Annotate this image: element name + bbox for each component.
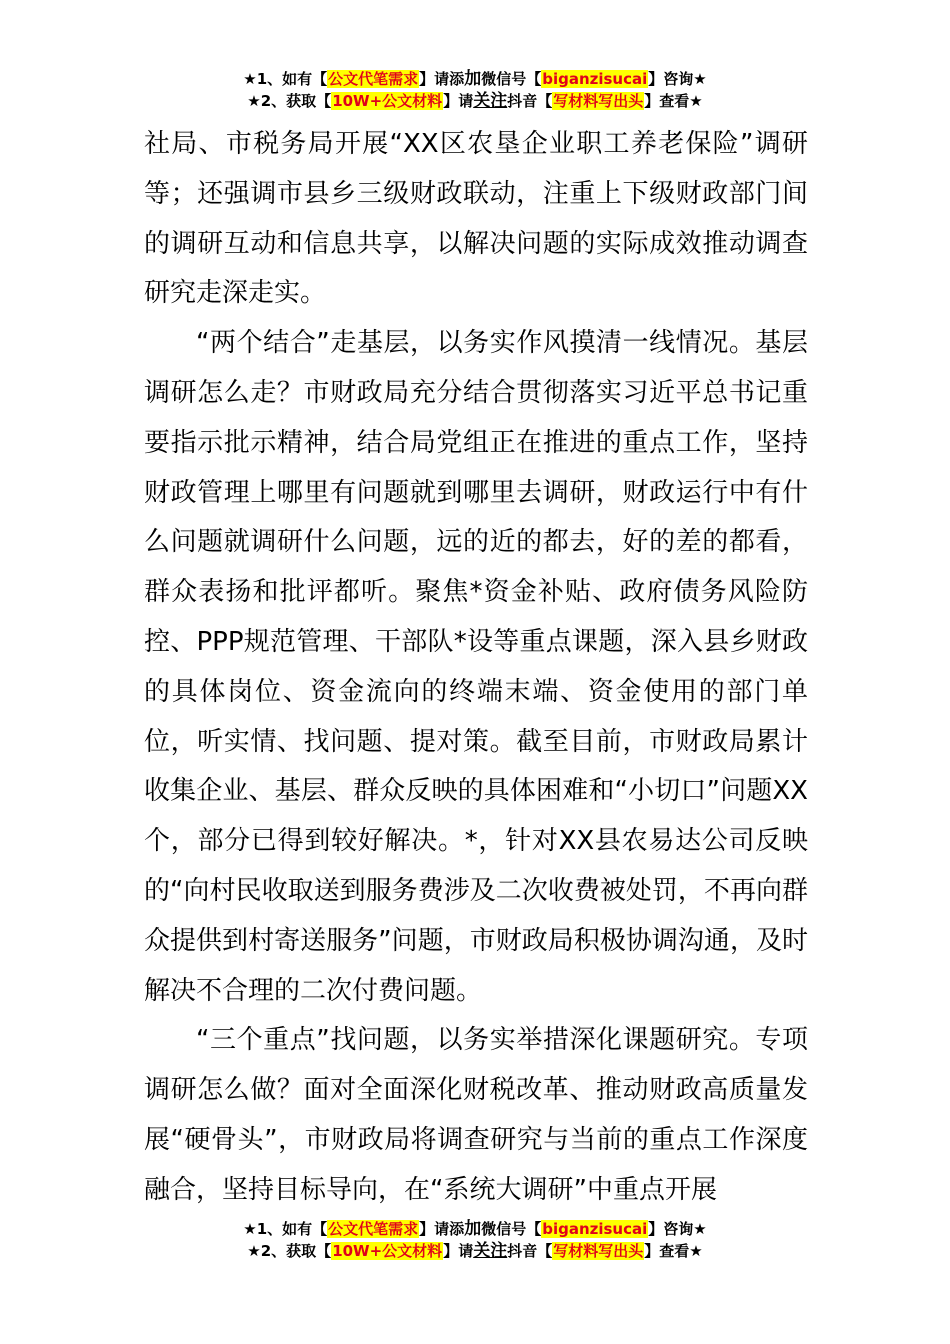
promo-line-1-text: 】请添 [419, 1220, 465, 1238]
promo-highlight-douyin: 写材料写出头 [553, 1242, 644, 1260]
promo-line-1-prefix: ★1、如有【 [243, 70, 328, 88]
paragraph-three-focuses: “三个重点”找问题，以务实举措深化课题研究。专项调研怎么做？面对全面深化财税改革、推动财政高质量发展“硬骨头”，市财政局将调查研究与当前的重点工作深度融合，坚持目标导向，在“系统大调研”中重点开展 [144, 1025, 808, 1205]
promo-line-2-suffix: 】查看★ [644, 1242, 703, 1260]
promo-line-2-text: 】请 [443, 1242, 474, 1260]
promo-line-1-emphasis: 加 [464, 1219, 482, 1239]
promo-line-2-prefix: ★2、获取【 [247, 1242, 332, 1260]
paragraph-continuation: 社局、市税务局开展“XX区农垦企业职工养老保险”调研等；还强调市县乡三级财政联动，注重上下级财政部门间的调研互动和信息共享，以解决问题的实际成效推动调查研究走深走实。 [144, 129, 808, 309]
promo-line-2-text-2: 抖音【 [507, 1242, 553, 1260]
promo-line-1-suffix: 】咨询★ [648, 70, 707, 88]
promo-highlight-materials: 10W+公文材料 [332, 1242, 443, 1260]
promo-line-1-prefix: ★1、如有【 [243, 1220, 328, 1238]
promo-line-1-suffix: 】咨询★ [648, 1220, 707, 1238]
promo-highlight-materials: 10W+公文材料 [332, 92, 443, 110]
footer-promo-banner [0, 1218, 950, 1262]
promo-highlight-douyin: 写材料写出头 [553, 92, 644, 110]
promo-line-1-text-2: 微信号【 [481, 1220, 542, 1238]
document-body [144, 120, 808, 1216]
promo-line-2 [0, 1240, 950, 1262]
promo-line-1 [0, 1218, 950, 1240]
promo-highlight-service: 公文代笔需求 [328, 70, 419, 88]
paragraph-two-combinations: “两个结合”走基层，以务实作风摸清一线情况。基层调研怎么走？市财政局充分结合贯彻落实习近平总书记重要指示批示精神，结合局党组正在推进的重点工作，坚持财政管理上哪里有问题就到哪里去调研，财政运行中有什么问题就调研什么问题，远的近的都去，好的差的都看，群众表扬和批评都听。聚焦*资金补贴、政府债务风险防控、PPP规范管理、干部队*设等重点课题，深入县乡财政的具体岗位、资金流向的终端末端、资金使用的部门单位，听实情、找问题、提对策。截至目前，市财政局累计收集企业、基层、群众反映的具体困难和“小切口”问题XX个，部分已得到较好解决。*，针对XX县农易达公司反映的“向村民收取送到服务费涉及二次收费被处罚，不再向群众提供到村寄送服务”问题，市财政局积极协调沟通，及时解决不合理的二次付费问题。 [144, 328, 808, 1006]
promo-line-2 [0, 90, 950, 112]
promo-highlight-service: 公文代笔需求 [328, 1220, 419, 1238]
promo-highlight-wechat-id: biganzisucai [542, 1220, 648, 1238]
promo-line-2-emphasis: 关注 [473, 91, 508, 111]
promo-line-1-emphasis: 加 [464, 69, 482, 89]
header-promo-banner [0, 68, 950, 112]
promo-line-1 [0, 68, 950, 90]
promo-line-2-emphasis: 关注 [473, 1241, 508, 1261]
promo-line-1-text-2: 微信号【 [481, 70, 542, 88]
promo-line-2-text: 】请 [443, 92, 474, 110]
promo-line-2-prefix: ★2、获取【 [247, 92, 332, 110]
promo-line-2-text-2: 抖音【 [507, 92, 553, 110]
promo-highlight-wechat-id: biganzisucai [542, 70, 648, 88]
promo-line-2-suffix: 】查看★ [644, 92, 703, 110]
promo-line-1-text: 】请添 [419, 70, 465, 88]
